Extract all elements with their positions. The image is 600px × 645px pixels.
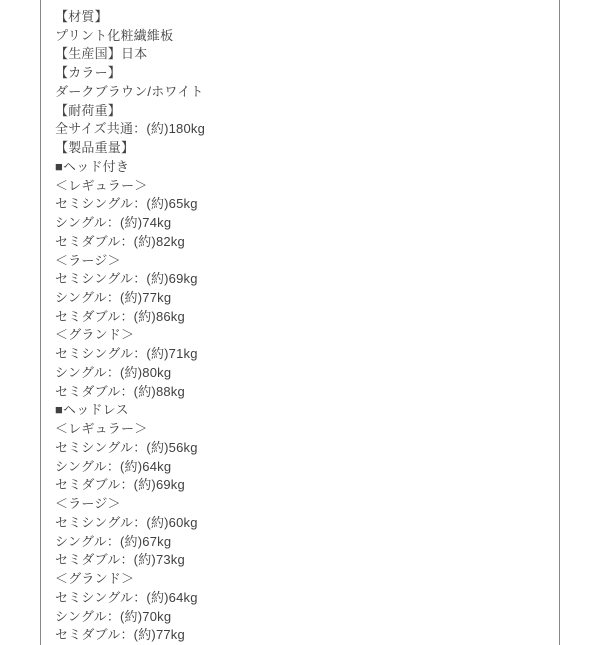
spec-line: セミダブル：(約)69kg xyxy=(55,477,185,493)
spec-line: セミシングル：(約)64kg xyxy=(55,589,198,605)
spec-line: シングル：(約)80kg xyxy=(55,364,172,380)
spec-line: ダークブラウン/ホワイト xyxy=(55,83,204,99)
spec-line: 【生産国】日本 xyxy=(55,46,148,62)
spec-line: 【耐荷重】 xyxy=(55,102,122,118)
spec-line: ＜グランド＞ xyxy=(55,571,135,587)
spec-line: シングル：(約)70kg xyxy=(55,608,172,624)
spec-line: 【材質】 xyxy=(55,9,108,24)
product-spec-panel xyxy=(40,0,560,645)
spec-line: 全サイズ共通：(約)180kg xyxy=(55,121,206,137)
spec-line: セミダブル：(約)73kg xyxy=(55,552,185,568)
spec-line: セミダブル：(約)77kg xyxy=(55,627,185,643)
spec-line: 【カラー】 xyxy=(55,65,122,81)
spec-line: ＜レギュラー＞ xyxy=(55,421,148,437)
spec-line: シングル：(約)64kg xyxy=(55,458,172,474)
spec-line: 【製品重量】 xyxy=(55,140,135,156)
spec-line: セミダブル：(約)82kg xyxy=(55,233,185,249)
spec-line: シングル：(約)67kg xyxy=(55,533,172,549)
spec-line: セミシングル：(約)60kg xyxy=(55,514,198,530)
spec-line: ＜ラージ＞ xyxy=(55,252,121,268)
spec-line: セミシングル：(約)65kg xyxy=(55,196,198,212)
spec-line: セミダブル：(約)86kg xyxy=(55,308,185,324)
spec-line: シングル：(約)74kg xyxy=(55,215,172,231)
spec-line: ＜レギュラー＞ xyxy=(55,177,148,193)
spec-line: セミダブル：(約)88kg xyxy=(55,383,185,399)
spec-line: セミシングル：(約)56kg xyxy=(55,439,198,455)
spec-line: ■ヘッドレス xyxy=(55,402,129,418)
spec-line: セミシングル：(約)71kg xyxy=(55,346,198,362)
spec-line: プリント化粧繊維板 xyxy=(55,27,174,43)
spec-lines-container xyxy=(55,8,549,645)
spec-line: セミシングル：(約)69kg xyxy=(55,271,198,287)
spec-line: ＜グランド＞ xyxy=(55,327,135,343)
spec-line: シングル：(約)77kg xyxy=(55,290,172,306)
spec-line: ■ヘッド付き xyxy=(55,158,130,174)
spec-line: ＜ラージ＞ xyxy=(55,496,121,512)
